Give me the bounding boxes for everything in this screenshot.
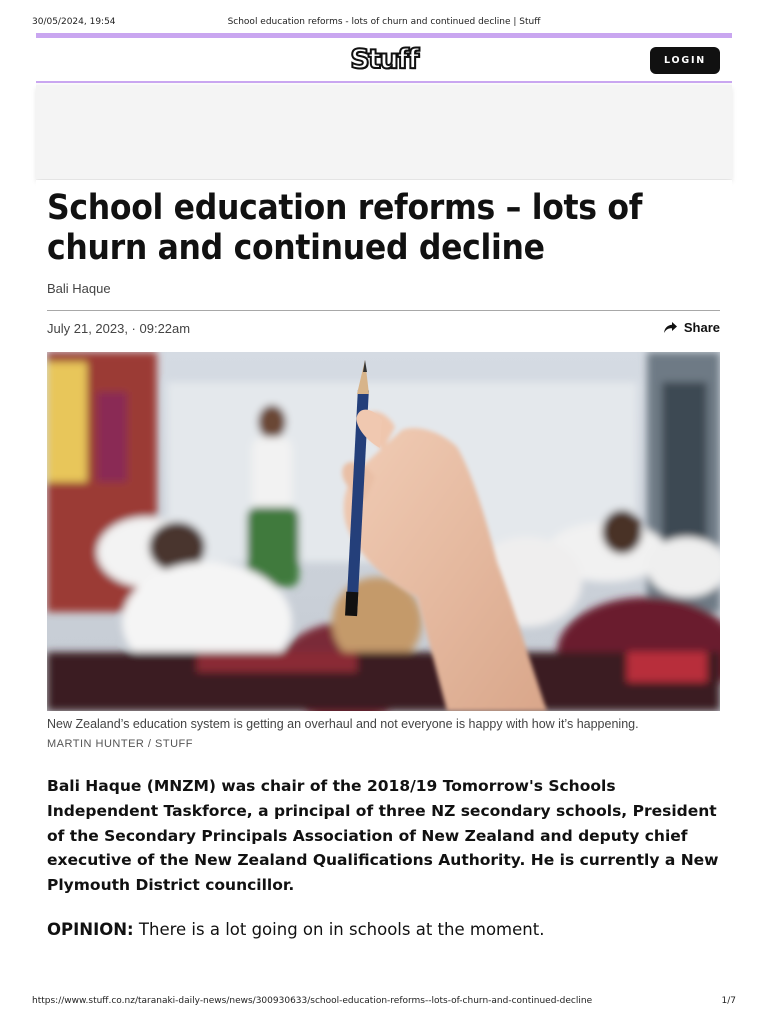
print-timestamp: 30/05/2024, 19:54 bbox=[32, 17, 116, 27]
opinion-label: OPINION: bbox=[47, 920, 134, 939]
hero-image bbox=[47, 352, 720, 711]
page-indicator: 1/7 bbox=[721, 996, 736, 1006]
share-button[interactable] bbox=[664, 320, 720, 335]
login-button[interactable]: LOGIN bbox=[650, 47, 720, 74]
opinion-paragraph bbox=[47, 920, 720, 939]
share-arrow-icon bbox=[664, 322, 677, 334]
print-header bbox=[0, 0, 768, 36]
article-headline: School education reforms – lots of churn and continued decline bbox=[47, 188, 643, 268]
opinion-text: There is a lot going on in schools at the moment. bbox=[133, 920, 545, 939]
masthead bbox=[36, 38, 732, 83]
stuff-logo[interactable]: Stuff bbox=[350, 44, 418, 75]
print-footer bbox=[0, 992, 768, 1024]
classroom-photo bbox=[47, 352, 720, 711]
article bbox=[36, 180, 732, 990]
image-credit: MARTIN HUNTER / STUFF bbox=[47, 738, 193, 750]
share-label: Share bbox=[683, 320, 720, 335]
ad-slot bbox=[36, 85, 732, 179]
author-bio: Bali Haque (MNZM) was chair of the 2018/19 Tomorrow's Schools Independent Taskforce, a principal of three NZ secondary schools, President of the Secondary Principals Association of New Zealand and deputy chief executive of the New Zealand Qualifications Authority. He is currently a New Plymouth District councillor. bbox=[47, 777, 719, 895]
image-caption: New Zealand’s education system is getting an overhaul and not everyone is happy with how it’s happening. bbox=[47, 717, 639, 731]
article-dateline: July 21, 2023, · 09:22am bbox=[47, 321, 191, 336]
print-document-title: School education reforms - lots of churn and continued decline | Stuff bbox=[227, 17, 541, 27]
article-author[interactable]: Bali Haque bbox=[47, 281, 111, 296]
byline-divider bbox=[47, 310, 720, 311]
print-url: https://www.stuff.co.nz/taranaki-daily-news/news/300930633/school-education-reforms--lots-of-churn-and-continued-decline bbox=[32, 996, 593, 1006]
